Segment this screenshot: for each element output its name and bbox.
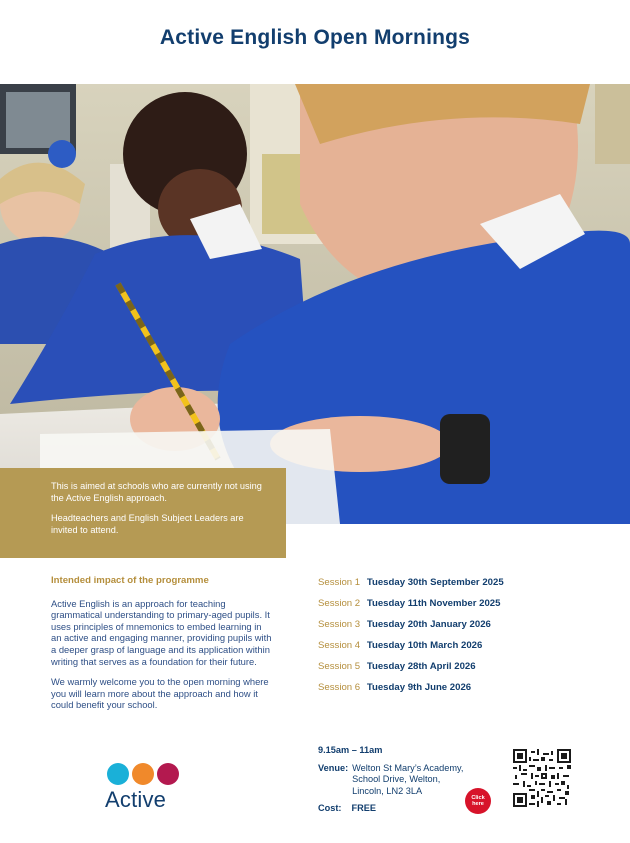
venue-label: Venue: (318, 763, 349, 773)
audience-paragraph-1: This is aimed at schools who are currently not using the Active English approach. (51, 481, 262, 503)
session-date: Tuesday 11th November 2025 (366, 598, 501, 609)
session-date: Tuesday 28th April 2026 (366, 661, 476, 672)
classroom-photo-illustration (0, 84, 630, 524)
audience-paragraph-2: Headteachers and English Subject Leaders are invited to attend. (51, 513, 244, 535)
page-title: Active English Open Mornings (159, 26, 471, 49)
session-date: Tuesday 10th March 2026 (366, 640, 483, 651)
session-label: Session 5 (318, 661, 361, 672)
venue-line: Lincoln, LN2 3LA (352, 785, 423, 796)
session-label: Session 6 (318, 682, 361, 693)
cost-value: FREE (351, 803, 376, 814)
click-here-line-1: Click (471, 794, 485, 801)
click-here-button[interactable] (465, 788, 491, 814)
session-label: Session 2 (318, 598, 361, 609)
audience-info-box (0, 468, 286, 558)
venue-line: Welton St Mary’s Academy, (352, 763, 464, 773)
venue-address (352, 763, 463, 797)
logo-dot-orange (132, 763, 154, 785)
venue-line: School Drive, Welton, (352, 774, 441, 785)
session-label: Session 1 (318, 577, 361, 588)
cost-label: Cost: (318, 803, 342, 814)
session-item (318, 598, 598, 619)
session-item (318, 640, 598, 661)
session-date: Tuesday 9th June 2026 (366, 682, 472, 693)
sessions-list (318, 577, 598, 703)
logo-text: Active (105, 787, 167, 812)
impact-section (51, 575, 273, 720)
session-item (318, 619, 598, 640)
session-item (318, 661, 598, 682)
qr-code-icon[interactable] (513, 749, 571, 807)
session-item (318, 682, 598, 703)
click-here-line-2: here (472, 801, 484, 807)
impact-paragraph-2: We warmly welcome you to the open morning where you will learn more about the approach and how it could benefit your school. (51, 676, 269, 711)
impact-paragraph-1: Active English is an approach for teaching grammatical understanding to primary-aged pupils. It uses principles of mnemonics to embed learning in an active and engaging manner, providing pupils with a deeper grasp of language and its application within writing that serves as a foundation for their future. (51, 597, 272, 667)
event-time: 9.15am – 11am (318, 745, 383, 755)
session-label: Session 3 (318, 619, 361, 630)
active-logo (105, 763, 185, 813)
session-date: Tuesday 30th September 2025 (366, 577, 504, 588)
hero-photo (0, 84, 630, 524)
logo-dot-blue (107, 763, 129, 785)
impact-heading: Intended impact of the programme (51, 575, 209, 586)
logo-dot-magenta (157, 763, 179, 785)
session-date: Tuesday 20th January 2026 (366, 619, 491, 630)
session-label: Session 4 (318, 640, 361, 651)
session-item (318, 577, 598, 598)
logo-dots (107, 763, 185, 785)
